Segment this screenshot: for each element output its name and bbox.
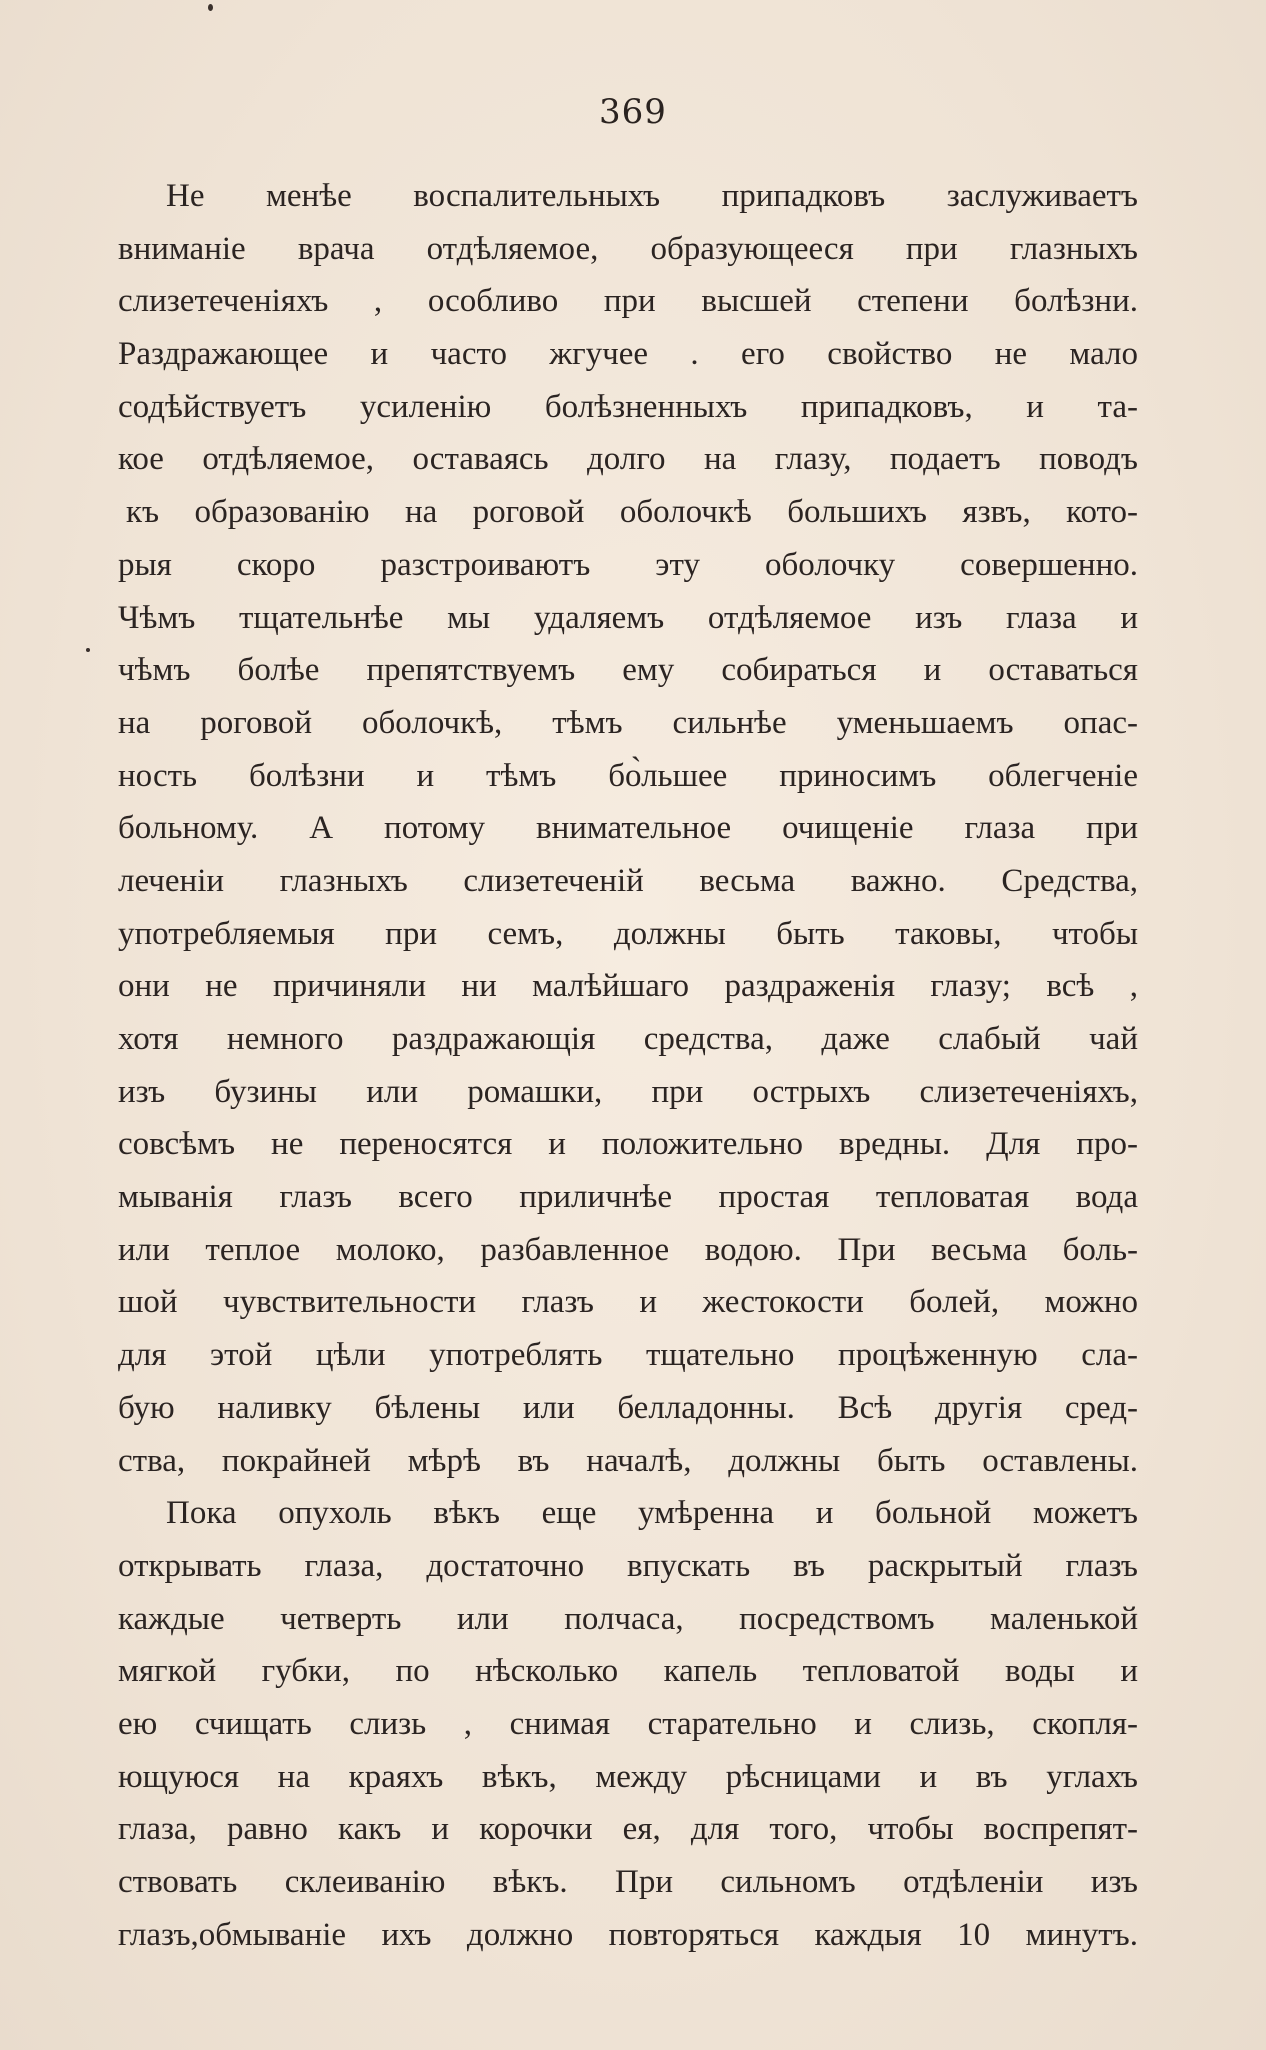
text-line: на роговой оболочкѣ, тѣмъ сильнѣе уменьшаемъ опас- [118, 704, 1138, 741]
text-line: шой чувствительности глазъ и жестокости болей, можно [118, 1284, 1138, 1321]
text-line: глаза, равно какъ и корочки ея, для того, чтобы воспрепят- [118, 1811, 1138, 1848]
text-line: ющуюся на краяхъ вѣкъ, между рѣсницами и въ углахъ [118, 1758, 1138, 1795]
text-line: Чѣмъ тщательнѣе мы удаляемъ отдѣляемое изъ глаза и [118, 599, 1138, 636]
text-line: каждые четверть или полчаса, посредствомъ маленькой [118, 1600, 1138, 1637]
text-line: для этой цѣли употреблять тщательно процѣженную сла- [118, 1337, 1138, 1374]
text-line: Раздражающее и часто жгучее . его свойство не мало [118, 336, 1138, 373]
text-line: кое отдѣляемое, оставаясь долго на глазу, подаетъ поводъ [118, 441, 1138, 478]
text-line: ства, покрайней мѣрѣ въ началѣ, должны быть оставлены. [118, 1442, 1138, 1479]
text-line: совсѣмъ не переносятся и положительно вредны. Для про- [118, 1126, 1138, 1163]
page-number: 369 [599, 92, 667, 132]
text-line: рыя скоро разстроиваютъ эту оболочку совершенно. [118, 546, 1138, 583]
text-line: къ образованію на роговой оболочкѣ большихъ язвъ, кото- [126, 494, 1138, 531]
text-line: чѣмъ болѣе препятствуемъ ему собираться и оставаться [118, 652, 1138, 689]
text-line: слизетеченіяхъ , особливо при высшей степени болѣзни. [118, 283, 1138, 320]
text-line: вниманіе врача отдѣляемое, образующееся при глазныхъ [118, 230, 1138, 267]
text-line: глазъ,обмываніе ихъ должно повторяться каждыя 10 минутъ. [118, 1916, 1138, 1953]
text-line: мыванія глазъ всего приличнѣе простая тепловатая вода [118, 1179, 1138, 1216]
text-line: бую наливку бѣлены или белладонны. Всѣ другія сред- [118, 1389, 1138, 1426]
ink-speck [208, 4, 213, 11]
text-line: Не менѣе воспалительныхъ припадковъ заслуживаетъ [166, 178, 1138, 214]
text-line: или теплое молоко, разбавленное водою. При весьма боль- [118, 1231, 1138, 1268]
text-line: ею счищать слизь , снимая старательно и слизь, скопля- [118, 1705, 1138, 1742]
text-line: хотя немного раздражающія средства, даже слабый чай [118, 1021, 1138, 1057]
text-line: Пока опухоль вѣкъ еще умѣренна и больной можетъ [166, 1495, 1138, 1532]
text-line: употребляемыя при семъ, должны быть таковы, чтобы [118, 915, 1138, 952]
text-line: леченіи глазныхъ слизетеченій весьма важно. Средства, [118, 862, 1138, 899]
ink-speck [86, 648, 90, 652]
body-text [118, 170, 1138, 1961]
text-line: они не причиняли ни малѣйшаго раздраженія глазу; всѣ , [118, 968, 1138, 1005]
text-line: ствовать склеиванію вѣкъ. При сильномъ отдѣленіи изъ [118, 1864, 1138, 1900]
text-line: больному. А потому внимательное очищеніе глаза при [118, 810, 1138, 847]
text-line: открывать глаза, достаточно впускать въ раскрытый глазъ [118, 1547, 1138, 1584]
text-line: содѣйствуетъ усиленію болѣзненныхъ припадковъ, и та- [118, 388, 1138, 425]
text-line: ность болѣзни и тѣмъ бо̀льшее приносимъ облегченіе [118, 757, 1138, 794]
text-line: мягкой губки, по нѣсколько капель тепловатой воды и [118, 1653, 1138, 1690]
text-line: изъ бузины или ромашки, при острыхъ слизетеченіяхъ, [118, 1073, 1138, 1110]
